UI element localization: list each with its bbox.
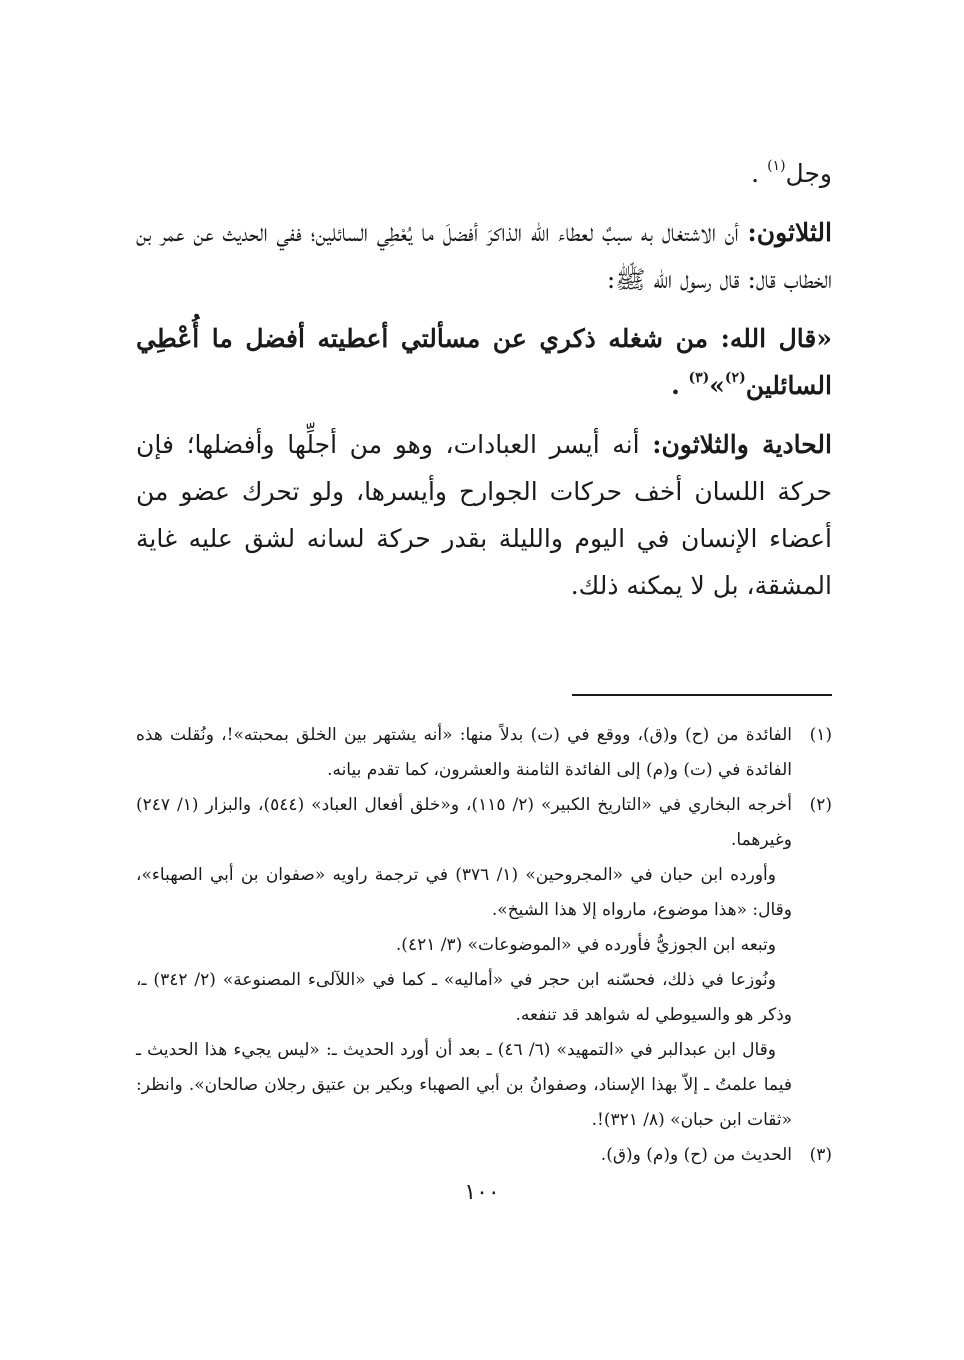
footnote-ref[interactable]: (٣) [688, 370, 710, 386]
footnote-number: (١) [809, 725, 832, 745]
footnote-3 [136, 1138, 832, 1173]
section-heading: الحادية والثلاثون: [652, 430, 832, 459]
footnote-paragraph: أخرجه البخاري في «التاريخ الكبير» (٢/ ١١٥)، و«خلق أفعال العباد» (٥٤٤)، والبزار (١/ ٢٤٧) وغيرهما. [136, 795, 792, 850]
footnote-body [136, 788, 792, 1138]
footnote-paragraph: وتبعه ابن الجوزيُّ فأورده في «الموضوعات» (٣/ ٤٢١). [395, 935, 776, 955]
footnote-number: (٢) [809, 795, 832, 815]
footnote-ref[interactable]: (١) [767, 158, 786, 174]
footnote-2 [136, 788, 832, 1138]
footnote-paragraph: وقال ابن عبدالبر في «التمهيد» (٦/ ٤٦) ـ بعد أن أورد الحديث ـ: «ليس يجيء هذا الحديث ـ فيما علمتُ ـ إلاّ بهذا الإسناد، وصفوانُ بن أبي الصهباء وبكير بن عتيق رجلان صالحان». وانظر: «ثقات ابن حبان» (٨/ ٣٢١)!. [136, 1040, 792, 1130]
paragraph-continuation [136, 150, 832, 197]
paragraph-thirtieth [136, 209, 832, 303]
section-heading: الثلاثون: [747, 218, 832, 247]
page-number: ١٠٠ [464, 1180, 500, 1205]
quote-text: «قال الله: من شغله ذكري عن مسألتي أعطيته أفضل ما أُعْطِي السائلين [136, 324, 832, 400]
footnote-paragraph: الحديث من (ح) و(م) و(ق). [600, 1145, 792, 1165]
footnote-paragraph: ونُوزعا في ذلك، فحسّنه ابن حجر في «أماليه» ـ كما في «اللآلىء المصنوعة» (٢/ ٣٤٢) ـ، وذكر هو والسيوطي له شواهد قد تنفعه. [136, 970, 792, 1025]
punctuation: . [671, 371, 680, 400]
paragraph-text: أن الاشتغال به سببٌ لعطاء الله الذاكرَ أفضلَ ما يُعْطِي السائلين؛ ففي الحديث عن عمر بن الخطاب قال: قال رسول الله ﷺ: [136, 218, 832, 294]
footnote-body [136, 718, 792, 788]
punctuation: . [751, 159, 760, 188]
quote-close: » [709, 371, 725, 400]
footnote-number: (٣) [809, 1145, 832, 1165]
footnote-paragraph: الفائدة من (ح) و(ق)، ووقع في (ت) بدلاً منها: «أنه يشتهر بين الخلق بمحبته»!، ونُقلت هذه الفائدة في (ت) و(م) إلى الفائدة الثامنة والعشرون، كما تقدم بيانه. [136, 725, 793, 780]
footnote-paragraph: وأورده ابن حبان في «المجروحين» (١/ ٣٧٦) في ترجمة راويه «صفوان بن أبي الصهباء»، وقال: «هذا موضوع، مارواه إلا هذا الشيخ». [136, 865, 792, 920]
main-text [136, 150, 832, 609]
paragraph-text: وجل [785, 159, 832, 188]
footnotes [136, 718, 832, 1173]
page-content [136, 150, 832, 1173]
paragraph-thirty-first [136, 421, 832, 609]
hadith-quote [136, 315, 832, 409]
footnote-body [136, 1138, 792, 1173]
footnote-separator [572, 694, 832, 696]
footnote-1 [136, 718, 832, 788]
footnote-ref[interactable]: (٢) [724, 370, 746, 386]
paragraph-text: أنه أيسر العبادات، وهو من أجلِّها وأفضلها؛ فإن حركة اللسان أخف حركات الجوارح وأيسرها، ولو تحرك عضو من أعضاء الإنسان في اليوم والليلة بقدر حركة لسانه لشق عليه غاية المشقة، بل لا يمكنه ذلك. [136, 430, 832, 600]
